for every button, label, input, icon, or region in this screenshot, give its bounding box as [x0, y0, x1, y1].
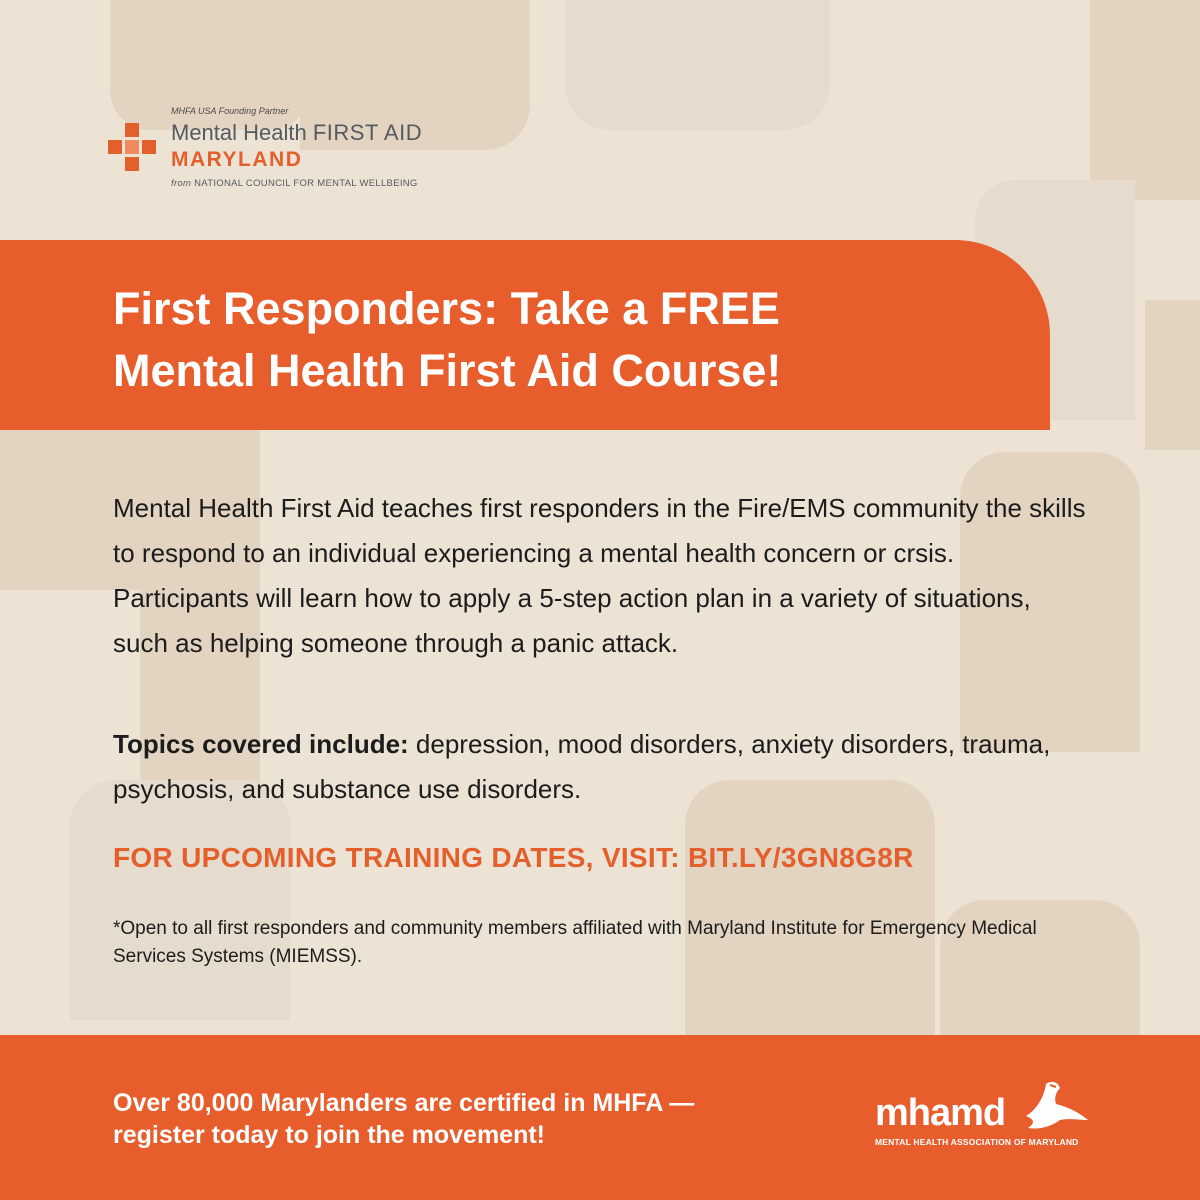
logo-from — [171, 178, 418, 189]
bg-shape — [685, 780, 935, 1035]
medical-cross-icon — [108, 123, 156, 171]
bg-shape — [565, 0, 830, 130]
mhamd-logo — [872, 1076, 1096, 1156]
logo-from-org: NATIONAL COUNCIL FOR MENTAL WELLBEING — [191, 178, 418, 189]
logo-name-accent: FIRST AID — [312, 120, 423, 145]
bg-shape — [70, 780, 290, 1020]
headline-line-1: First Responders: Take a FREE — [113, 283, 780, 334]
logo-partner-text: MHFA USA Founding Partner — [171, 106, 289, 116]
topics-list: depression, mood disorders, anxiety disorders, trauma, psychosis, and substance use disorders. — [113, 729, 1051, 804]
brand-subtitle: MENTAL HEALTH ASSOCIATION OF MARYLAND — [875, 1137, 1079, 1147]
logo-name — [171, 120, 422, 146]
footer-message — [113, 1087, 694, 1151]
headline-line-2: Mental Health First Aid Course! — [113, 345, 782, 396]
logo-from-prefix: from — [171, 178, 192, 189]
logo-name-main: Mental Health — [171, 120, 313, 145]
footer-line-1: Over 80,000 Marylanders are certified in MHFA — — [113, 1089, 695, 1117]
bg-shape — [1145, 300, 1200, 450]
logo-state: MARYLAND — [171, 148, 303, 171]
training-dates-link[interactable]: FOR UPCOMING TRAINING DATES, VISIT: BIT.LY/3GN8G8R — [113, 842, 914, 873]
description-paragraph: Mental Health First Aid teaches first responders in the Fire/EMS community the skills to respond to an individual experiencing a mental health concern or crsis. Participants will learn how to apply a 5-step action plan in a variety of situations, such as helping someone through a panic attack. — [113, 493, 1086, 658]
headline — [113, 278, 781, 402]
topics-label: Topics covered include: — [113, 729, 409, 759]
footer-line-2: register today to join the movement! — [113, 1121, 546, 1149]
mhfa-maryland-logo — [108, 96, 528, 196]
topics-paragraph — [113, 722, 1088, 812]
bg-shape — [1090, 0, 1200, 200]
bird-icon — [1022, 1076, 1090, 1132]
eligibility-footnote: *Open to all first responders and community members affiliated with Maryland Institute for Emergency Medical Services Systems (MIEMSS). — [113, 918, 1037, 967]
brand-wordmark: mhamd — [875, 1092, 1006, 1134]
